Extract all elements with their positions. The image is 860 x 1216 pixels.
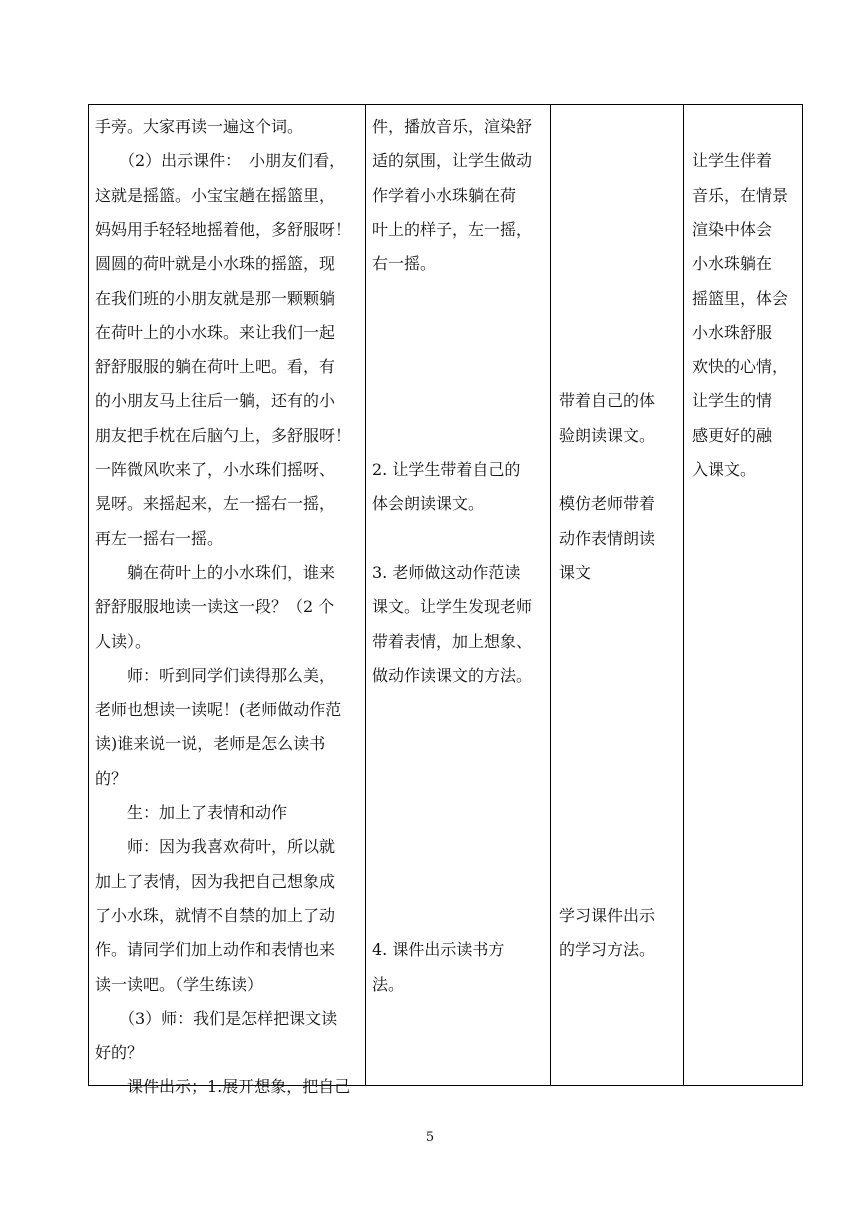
text-line: 舒舒服服的躺在荷叶上吧。看，有 [95, 357, 336, 377]
text-line: 摇篮里，体会 [692, 288, 789, 308]
text-line: 叶上的样子，左一摇， [372, 219, 533, 239]
table-row [89, 105, 803, 1086]
text-line: 件，播放音乐，渲染舒 [372, 117, 533, 136]
text-line: 加上了表情，因为我把自己想象成 [95, 871, 336, 891]
text-line: 作。请同学们加上动作和表情也来 [95, 940, 336, 960]
text-line: 的小朋友马上往后一躺，还有的小 [95, 391, 336, 411]
text-line: 感更好的融 [692, 425, 773, 445]
text-line: 手旁。大家再读一遍这个词。 [95, 117, 304, 136]
text-line: 再左一摇右一摇。 [95, 528, 224, 548]
text-line: 2. 让学生带着自己的 [372, 460, 521, 479]
text-line: 好的？ [95, 1043, 144, 1063]
design-intent-cell [684, 105, 803, 1086]
text-line: （3）师：我们是怎样把课文读 [95, 1008, 338, 1028]
text-line: 老师也想读一读呢！(老师做动作范 [95, 700, 342, 720]
text-line: 法。 [372, 974, 405, 994]
text-line: 的？ [95, 768, 128, 788]
text-line: 小水珠躺在 [692, 254, 773, 274]
page-number: 5 [425, 1130, 435, 1145]
text-line: 师：因为我喜欢荷叶，所以就 [95, 837, 336, 857]
text-line: 欢快的心情， [692, 357, 789, 377]
text-line: 在荷叶上的小水珠。来让我们一起 [95, 322, 336, 342]
text-line: 了小水珠，就情不自禁的加上了动 [95, 905, 336, 925]
text-line: 这就是摇篮。小宝宝趟在摇篮里， [95, 185, 336, 205]
text-line: 学习课件出示 [559, 905, 656, 925]
text-line: 小水珠舒服 [692, 322, 773, 342]
text-line: 3. 老师做这动作范读 [372, 562, 521, 582]
teaching-process-cell [89, 105, 366, 1097]
teacher-activity-cell [366, 105, 551, 1086]
lesson-plan-table [88, 104, 803, 1097]
text-line: 妈妈用手轻轻地摇着他，多舒服呀！ [95, 219, 352, 239]
text-line: 在我们班的小朋友就是那一颗颗躺 [95, 288, 336, 308]
text-line: 读)谁来说一说，老师是怎么读书 [95, 734, 326, 754]
text-line: 的学习方法。 [559, 940, 656, 960]
text-line: 体会朗读课文。 [372, 494, 485, 514]
text-line: 音乐，在情景 [692, 185, 789, 205]
text-line: 读一读吧。（学生练读） [95, 974, 264, 994]
text-line: 做动作读课文的方法。 [372, 665, 533, 685]
student-activity-cell [551, 105, 684, 1086]
text-line: 课文 [559, 562, 592, 582]
text-line: 人读）。 [95, 631, 152, 651]
text-line: 动作表情朗读 [559, 528, 656, 548]
text-line: 朋友把手枕在后脑勺上，多舒服呀！ [95, 425, 352, 445]
text-line: 一阵微风吹来了，小水珠们摇呀、 [95, 460, 336, 479]
text-line: 课文。让学生发现老师 [372, 597, 533, 617]
text-line: 右一摇。 [372, 254, 437, 274]
text-line: 入课文。 [692, 460, 757, 479]
text-line: 生：加上了表情和动作 [95, 803, 288, 822]
text-line: （2）出示课件： 小朋友们看， [95, 151, 346, 171]
text-line: 躺在荷叶上的小水珠们，谁来 [95, 562, 336, 582]
text-line: 课件出示；1.展开想象，把自己 [95, 1077, 351, 1097]
text-line: 让学生伴着 [692, 151, 773, 171]
text-line: 舒舒服服地读一读这一段？（2 个 [95, 597, 335, 617]
text-line: 验朗读课文。 [559, 425, 656, 445]
text-line: 带着自己的体 [559, 391, 656, 411]
text-line: 作学着小水珠躺在荷 [372, 185, 517, 205]
text-line: 让学生的情 [692, 391, 773, 411]
text-line: 适的氛围，让学生做动 [372, 151, 533, 171]
text-line: 4. 课件出示读书方 [372, 940, 505, 960]
text-line: 晃呀。来摇起来，左一摇右一摇， [95, 494, 336, 514]
text-line: 渲染中体会 [692, 219, 773, 239]
text-line: 师：听到同学们读得那么美， [95, 665, 336, 685]
text-line: 模仿老师带着 [559, 494, 656, 514]
text-line: 圆圆的荷叶就是小水珠的摇篮，现 [95, 254, 336, 274]
text-line: 带着表情，加上想象、 [372, 631, 533, 651]
